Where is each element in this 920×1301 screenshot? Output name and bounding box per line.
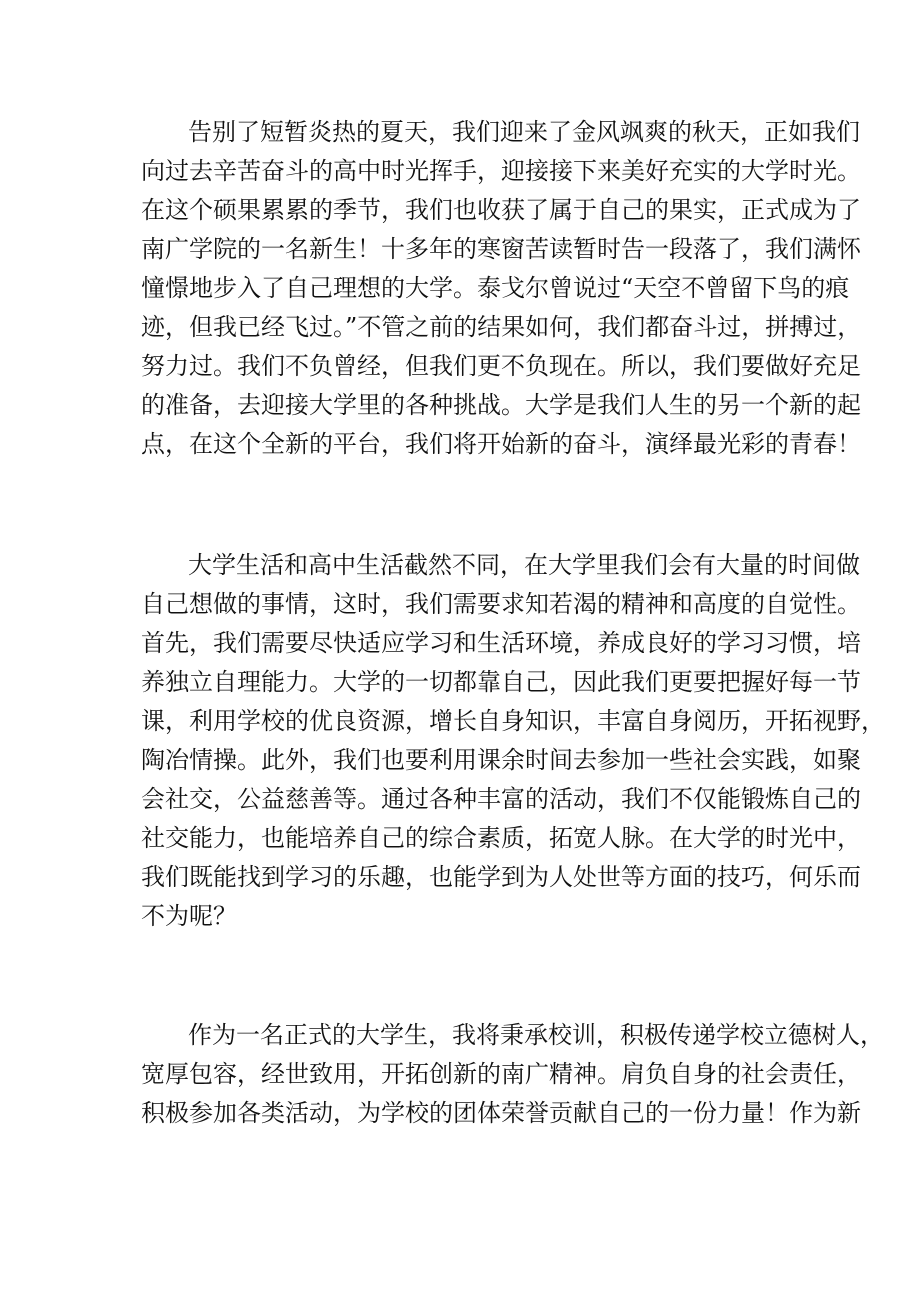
paragraph-3-line-1: 作为一名正式的大学生，我将秉承校训，积极传递学校立德树人， [188, 1021, 884, 1049]
paragraph-2-line-6: 陶冶情操。此外，我们也要利用课余时间去参加一些社会实践，如聚 [141, 746, 861, 774]
paragraph-3 [141, 1016, 884, 1133]
paragraph-3-line-2: 宽厚包容，经世致用，开拓创新的南广精神。肩负自身的社会责任， [141, 1060, 861, 1088]
paragraph-1-line-8: 的准备，去迎接大学里的各种挑战。大学是我们人生的另一个新的起 [141, 391, 861, 419]
paragraph-1-line-5: 憧憬地步入了自己理想的大学。泰戈尔曾说过“天空不曾留下鸟的痕 [141, 274, 850, 302]
paragraph-2 [141, 546, 885, 936]
paragraph-2-line-1: 大学生活和高中生活截然不同，在大学里我们会有大量的时间做 [188, 551, 860, 579]
paragraph-2-line-10: 不为呢？ [141, 902, 237, 930]
paragraph-2-line-3: 首先，我们需要尽快适应学习和生活环境，养成良好的学习习惯，培 [141, 629, 861, 657]
paragraph-2-line-5: 课，利用学校的优良资源，增长自身知识，丰富自身阅历，开拓视野， [141, 707, 885, 735]
paragraph-1-line-9: 点，在这个全新的平台，我们将开始新的奋斗，演绎最光彩的青春！ [141, 430, 861, 458]
paragraph-2-line-8: 社交能力，也能培养自己的综合素质，拓宽人脉。在大学的时光中， [141, 824, 861, 852]
paragraph-1-line-2: 向过去辛苦奋斗的高中时光挥手，迎接接下来美好充实的大学时光。 [141, 157, 861, 185]
paragraph-2-line-7: 会社交，公益慈善等。通过各种丰富的活动，我们不仅能锻炼自己的 [141, 785, 861, 813]
paragraph-1-line-7: 努力过。我们不负曾经，但我们更不负现在。所以，我们要做好充足 [141, 352, 861, 380]
paragraph-3-line-3: 积极参加各类活动，为学校的团体荣誉贡献自己的一份力量！作为新 [141, 1099, 861, 1127]
paragraph-1-line-1: 告别了短暂炎热的夏天，我们迎来了金风飒爽的秋天，正如我们 [188, 118, 860, 146]
paragraph-2-line-9: 我们既能找到学习的乐趣，也能学到为人处世等方面的技巧，何乐而 [141, 863, 861, 891]
paragraph-2-line-2: 自己想做的事情，这时，我们需要求知若渴的精神和高度的自觉性。 [141, 590, 861, 618]
paragraph-1-line-3: 在这个硕果累累的季节，我们也收获了属于自己的果实，正式成为了 [141, 196, 861, 224]
paragraph-1-line-4: 南广学院的一名新生！十多年的寒窗苦读暂时告一段落了，我们满怀 [141, 235, 861, 263]
paragraph-1-line-6: 迹，但我已经飞过。”不管之前的结果如何，我们都奋斗过，拼搏过， [141, 313, 862, 341]
paragraph-1 [141, 113, 862, 464]
paragraph-2-line-4: 养独立自理能力。大学的一切都靠自己，因此我们更要把握好每一节 [141, 668, 861, 696]
